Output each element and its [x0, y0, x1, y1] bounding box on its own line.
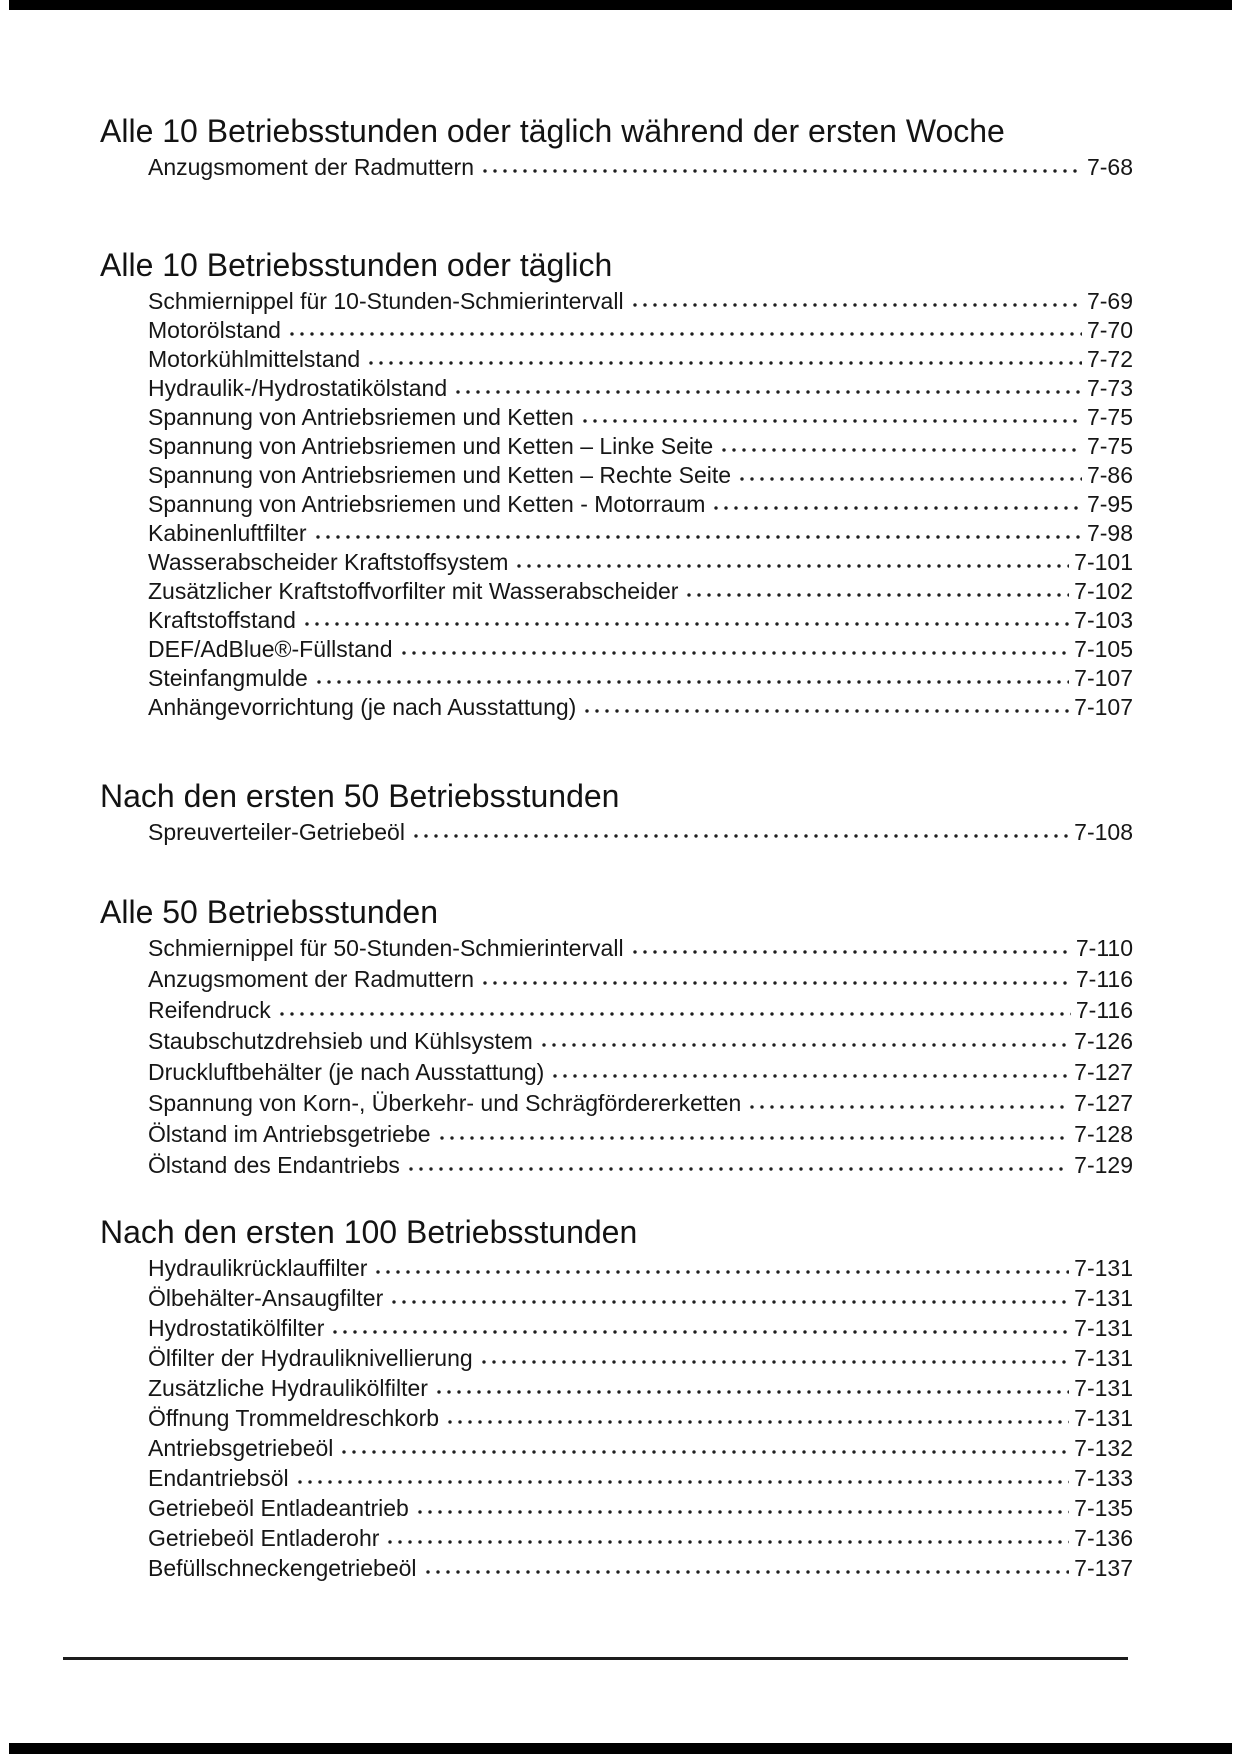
toc-entry-label: Hydraulik-/Hydrostatikölstand [148, 375, 448, 401]
dot-leader [711, 505, 1082, 511]
toc-entry-row [148, 1121, 1133, 1152]
toc-entry-label: Spannung von Antriebsriemen und Ketten - Motorraum [148, 491, 706, 517]
toc-entry-page: 7-68 [1086, 154, 1133, 180]
dot-leader [437, 1135, 1070, 1141]
dot-leader [339, 1449, 1069, 1455]
toc-entry-page: 7-135 [1074, 1495, 1133, 1521]
dot-leader [399, 650, 1070, 656]
toc-entry-page: 7-127 [1074, 1090, 1133, 1116]
dot-leader [480, 980, 1071, 986]
toc-entry-row [148, 1059, 1133, 1090]
dot-leader [330, 1329, 1069, 1335]
toc-entry-label: Ölstand des Endantriebs [148, 1152, 400, 1178]
toc-entry-row [148, 607, 1133, 636]
toc-entry-page: 7-129 [1074, 1152, 1133, 1178]
toc-entry-label: Motorkühlmittelstand [148, 346, 361, 372]
toc-entry-row [148, 694, 1133, 723]
toc-entry-row [148, 433, 1133, 462]
toc-entry-label: Reifendruck [148, 997, 271, 1023]
toc-entry-label: Anhängevorrichtung (je nach Ausstattung) [148, 694, 577, 720]
toc-entry-label: Getriebeöl Entladerohr [148, 1525, 380, 1551]
toc-entry-label: Antriebsgetriebeöl [148, 1435, 334, 1461]
toc-section [100, 112, 1133, 181]
toc-entry-row [148, 346, 1133, 375]
toc-entry-label: Zusätzliche Hydraulikölfilter [148, 1375, 428, 1401]
toc-entry-label: Spannung von Antriebsriemen und Ketten – Rechte Seite [148, 462, 732, 488]
toc-entry-label: Spreuverteiler-Getriebeöl [148, 819, 405, 845]
section-entries [148, 288, 1133, 723]
toc-entry-page: 7-86 [1086, 462, 1133, 488]
dot-leader [445, 1419, 1069, 1425]
toc-entry-row [148, 288, 1133, 317]
toc-entry-page: 7-126 [1074, 1028, 1133, 1054]
toc-entry-label: Spannung von Antriebsriemen und Ketten – Linke Seite [148, 433, 714, 459]
toc-entry-page: 7-73 [1086, 375, 1133, 401]
toc-entry-label: Anzugsmoment der Radmuttern [148, 154, 474, 180]
dot-leader [453, 389, 1082, 395]
toc-entry-row [148, 1555, 1133, 1585]
dot-leader [295, 1479, 1070, 1485]
toc-entry-row [148, 1495, 1133, 1525]
dot-leader [550, 1073, 1069, 1079]
toc-entry-row [148, 1435, 1133, 1465]
toc-entry-page: 7-116 [1075, 966, 1133, 992]
dot-leader [313, 534, 1082, 540]
toc-content [100, 0, 1133, 1585]
dot-leader [366, 360, 1082, 366]
footer-rule [63, 1657, 1128, 1660]
toc-entry-row [148, 375, 1133, 404]
dot-leader [389, 1299, 1069, 1305]
toc-entry-row [148, 317, 1133, 346]
dot-leader [302, 621, 1069, 627]
dot-leader [385, 1539, 1069, 1545]
section-entries [148, 819, 1133, 848]
toc-entry-row [148, 1405, 1133, 1435]
section-entries [148, 935, 1133, 1183]
toc-entry-row [148, 578, 1133, 607]
toc-entry-page: 7-98 [1086, 520, 1133, 546]
toc-entry-row [148, 154, 1133, 181]
toc-section [100, 893, 1133, 1183]
toc-entry-page: 7-133 [1074, 1465, 1133, 1491]
toc-entry-row [148, 1028, 1133, 1059]
dot-leader [480, 168, 1082, 174]
toc-entry-row [148, 1285, 1133, 1315]
toc-entry-page: 7-116 [1075, 997, 1133, 1023]
section-heading: Nach den ersten 100 Betriebsstunden [100, 1214, 638, 1250]
toc-entry-row [148, 462, 1133, 491]
toc-entry-row [148, 997, 1133, 1028]
dot-leader [514, 563, 1069, 569]
toc-entry-row [148, 520, 1133, 549]
toc-entry-label: Schmiernippel für 10-Stunden-Schmierintervall [148, 288, 624, 314]
toc-entry-page: 7-108 [1074, 819, 1133, 845]
toc-entry-label: Getriebeöl Entladeantrieb [148, 1495, 409, 1521]
toc-entry-page: 7-131 [1074, 1345, 1133, 1371]
dot-leader [314, 679, 1069, 685]
toc-entry-row [148, 1465, 1133, 1495]
toc-entry-page: 7-110 [1075, 935, 1133, 961]
toc-entry-row [148, 1090, 1133, 1121]
dot-leader [737, 476, 1082, 482]
toc-entry-page: 7-107 [1074, 694, 1133, 720]
toc-entry-page: 7-95 [1086, 491, 1133, 517]
toc-entry-row [148, 1315, 1133, 1345]
toc-entry-label: Endantriebsöl [148, 1465, 289, 1491]
section-entries [148, 1255, 1133, 1585]
toc-entry-label: Druckluftbehälter (je nach Ausstattung) [148, 1059, 545, 1085]
toc-entry-row [148, 1345, 1133, 1375]
dot-leader [539, 1042, 1069, 1048]
toc-entry-label: Kabinenluftfilter [148, 520, 307, 546]
toc-entry-page: 7-131 [1074, 1285, 1133, 1311]
toc-entry-label: Kraftstoffstand [148, 607, 296, 633]
toc-entry-label: Ölstand im Antriebsgetriebe [148, 1121, 431, 1147]
dot-leader [411, 833, 1069, 839]
toc-entry-page: 7-70 [1086, 317, 1133, 343]
toc-entry-row [148, 549, 1133, 578]
toc-entry-label: Ölfilter der Hydrauliknivellierung [148, 1345, 473, 1371]
toc-entry-row [148, 1525, 1133, 1555]
toc-entry-label: Anzugsmoment der Radmuttern [148, 966, 474, 992]
dot-leader [630, 302, 1082, 308]
toc-entry-label: Spannung von Antriebsriemen und Ketten [148, 404, 574, 430]
dot-leader [719, 447, 1082, 453]
dot-leader [287, 331, 1082, 337]
dot-leader [580, 418, 1082, 424]
section-heading: Alle 10 Betriebsstunden oder täglich [100, 247, 613, 283]
toc-entry-page: 7-72 [1086, 346, 1133, 372]
toc-entry-page: 7-69 [1086, 288, 1133, 314]
toc-entry-row [148, 665, 1133, 694]
toc-entry-label: Schmiernippel für 50-Stunden-Schmierintervall [148, 935, 624, 961]
toc-section [100, 1213, 1133, 1585]
toc-entry-page: 7-131 [1074, 1405, 1133, 1431]
toc-entry-row [148, 1152, 1133, 1183]
dot-leader [582, 708, 1069, 714]
dot-leader [434, 1389, 1069, 1395]
toc-entry-label: Spannung von Korn-, Überkehr- und Schrägfördererketten [148, 1090, 742, 1116]
toc-entry-row [148, 966, 1133, 997]
toc-entry-page: 7-101 [1074, 549, 1133, 575]
section-heading: Nach den ersten 50 Betriebsstunden [100, 778, 620, 814]
toc-entry-row [148, 819, 1133, 848]
toc-section [100, 246, 1133, 723]
toc-section [100, 777, 1133, 848]
bottom-scan-bar [9, 1743, 1232, 1754]
toc-entry-page: 7-132 [1074, 1435, 1133, 1461]
section-heading: Alle 50 Betriebsstunden [100, 894, 438, 930]
toc-entry-page: 7-75 [1086, 404, 1133, 430]
toc-entry-row [148, 636, 1133, 665]
toc-entry-page: 7-105 [1074, 636, 1133, 662]
toc-entry-page: 7-75 [1086, 433, 1133, 459]
toc-entry-row [148, 491, 1133, 520]
toc-entry-row [148, 935, 1133, 966]
dot-leader [684, 592, 1069, 598]
toc-entry-label: Hydrostatikölfilter [148, 1315, 325, 1341]
toc-entry-label: Hydraulikrücklauffilter [148, 1255, 368, 1281]
toc-entry-label: Steinfangmulde [148, 665, 308, 691]
toc-entry-row [148, 404, 1133, 433]
dot-leader [406, 1166, 1069, 1172]
dot-leader [630, 949, 1071, 955]
toc-entry-page: 7-127 [1074, 1059, 1133, 1085]
toc-entry-label: Staubschutzdrehsieb und Kühlsystem [148, 1028, 533, 1054]
toc-entry-page: 7-128 [1074, 1121, 1133, 1147]
dot-leader [747, 1104, 1069, 1110]
toc-entry-label: Zusätzlicher Kraftstoffvorfilter mit Wasserabscheider [148, 578, 679, 604]
toc-entry-page: 7-102 [1074, 578, 1133, 604]
toc-entry-page: 7-131 [1074, 1315, 1133, 1341]
dot-leader [373, 1269, 1069, 1275]
dot-leader [277, 1011, 1071, 1017]
toc-entry-page: 7-131 [1074, 1255, 1133, 1281]
toc-entry-row [148, 1255, 1133, 1285]
toc-entry-label: Wasserabscheider Kraftstoffsystem [148, 549, 509, 575]
toc-entry-page: 7-107 [1074, 665, 1133, 691]
toc-entry-page: 7-137 [1074, 1555, 1133, 1581]
toc-entry-label: Motorölstand [148, 317, 281, 343]
toc-entry-page: 7-136 [1074, 1525, 1133, 1551]
toc-entry-label: Befüllschneckengetriebeöl [148, 1555, 417, 1581]
toc-entry-page: 7-131 [1074, 1375, 1133, 1401]
toc-entry-label: Öffnung Trommeldreschkorb [148, 1405, 440, 1431]
toc-entry-row [148, 1375, 1133, 1405]
dot-leader [415, 1509, 1069, 1515]
dot-leader [423, 1569, 1070, 1575]
section-entries [148, 154, 1133, 181]
toc-entry-label: Ölbehälter-Ansaugfilter [148, 1285, 384, 1311]
toc-entry-label: DEF/AdBlue®-Füllstand [148, 636, 393, 662]
section-heading: Alle 10 Betriebsstunden oder täglich während der ersten Woche [100, 113, 1005, 149]
toc-entry-page: 7-103 [1074, 607, 1133, 633]
dot-leader [479, 1359, 1069, 1365]
